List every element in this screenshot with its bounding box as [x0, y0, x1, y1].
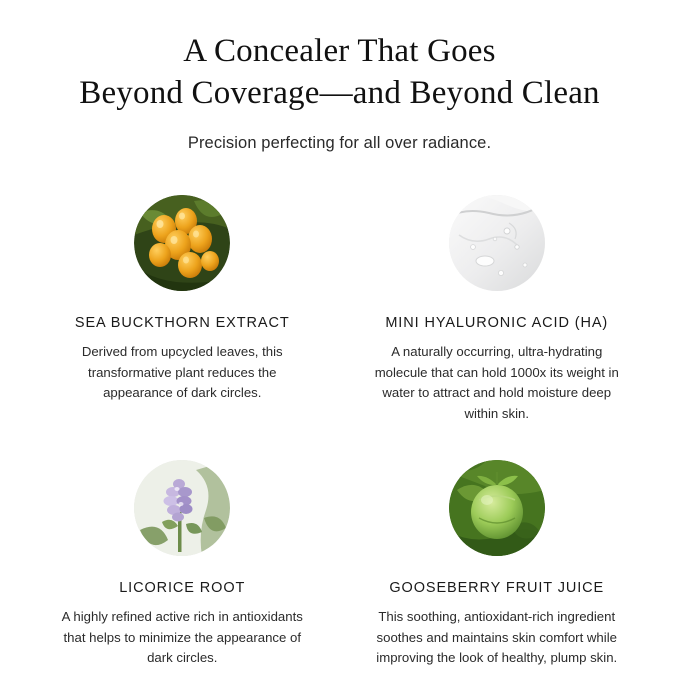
licorice-root-flower-photo: [134, 460, 230, 556]
ingredient-description: A highly refined active rich in antioxidants that helps to minimize the appearance of dark circles.: [61, 609, 303, 666]
ingredient-title: LICORICE ROOT: [119, 580, 246, 597]
ingredient-description: A naturally occurring, ultra-hydrating molecule that can hold 1000x its weight in water to attract and hold moisture deep within skin.: [374, 344, 619, 421]
gooseberry-fruit-photo: [449, 460, 545, 556]
headline-line-2: Beyond Coverage—and Beyond Clean: [79, 75, 600, 112]
page-subtitle: Precision perfecting for all over radiance.: [187, 134, 492, 153]
ingredient-title: GOOSEBERRY FRUIT JUICE: [389, 580, 605, 597]
hyaluronic-acid-gel-swatch-photo: [449, 195, 545, 291]
ingredient-grid: [30, 195, 649, 668]
headline-line-1: A Concealer That Goes: [183, 33, 496, 69]
ingredient-title: SEA BUCKTHORN EXTRACT: [74, 315, 290, 332]
ingredient-card: [30, 460, 335, 668]
page-title: [30, 30, 649, 114]
ingredient-card: [30, 195, 335, 424]
sea-buckthorn-berries-photo: [134, 195, 230, 291]
ingredient-description: This soothing, antioxidant-rich ingredient soothes and maintains skin comfort while improving the look of healthy, plump skin.: [376, 609, 618, 666]
ingredient-title: MINI HYALURONIC ACID (HA): [385, 315, 609, 332]
ingredient-description: Derived from upcycled leaves, this transformative plant reduces the appearance of dark circles.: [81, 344, 283, 401]
ingredient-card: [345, 460, 650, 668]
ingredient-card: [345, 195, 650, 424]
